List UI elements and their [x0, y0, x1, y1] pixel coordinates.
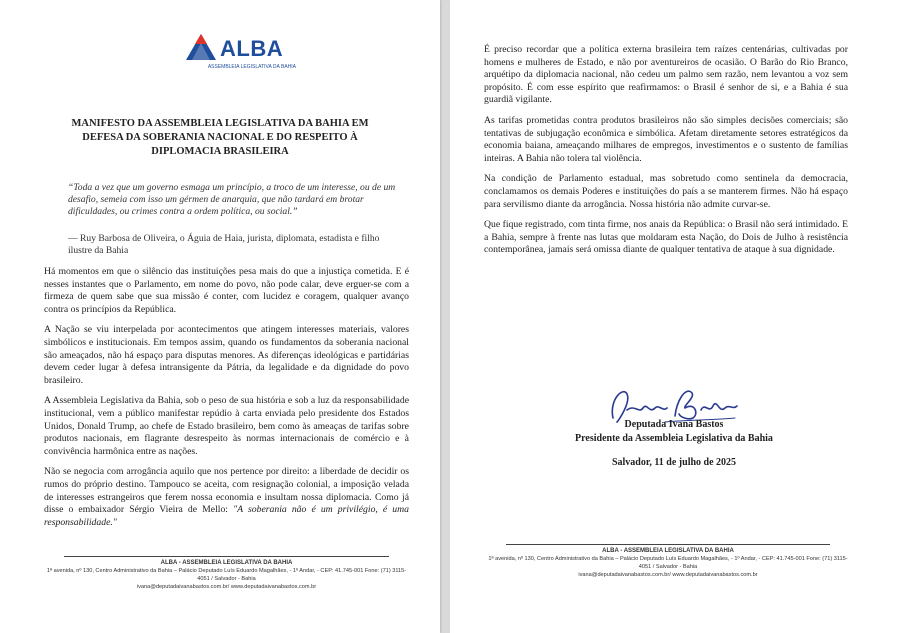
footer-contact: ivana@deputadaivanabastos.com.br/ www.deputadaivanabastos.com.br — [578, 572, 758, 578]
paragraph: As tarifas prometidas contra produtos brasileiros não são simples decisões comerciais; são tentativas de subjugação econômica e simbólica. Afetam diretamente setores estratégicos da economia baiana, ameaçando milhares de empregos, investimentos e o sustento de famílias inteiras. A Bahia não tolera tal violência. — [484, 114, 848, 164]
paragraph — [44, 466, 409, 529]
footer-title: ALBA - ASSEMBLEIA LEGISLATIVA DA BAHIA — [160, 560, 293, 566]
epigraph-attribution: — Ruy Barbosa de Oliveira, o Águia de Haia, jurista, diplomata, estadista e filho ilustre da Bahia — [68, 233, 380, 256]
paragraph: É preciso recordar que a política externa brasileira tem raízes centenárias, cultivadas por homens e mulheres de Estado, e não por aventureiros de ocasião. O Barão do Rio Branco, arquétipo da diplomacia nacional, não cedeu um palmo sem razão, nem levantou a voz sem propósito. É com esse espírito que reafirmamos: o Brasil é senhor de si, e a Bahia é sua guardiã vigilante. — [484, 44, 848, 106]
epigraph-quote: “Toda a vez que um governo esmaga um princípio, a troco de um interesse, ou de um desafio, semeia com isso um gérmen de anarquia, que não tardará em brotar dificuldades, ou crimes contra a ordem política, ou social.” — [68, 182, 396, 218]
footer-contact: ivana@deputadaivanabastos.com.br/ www.deputadaivanabastos.com.br — [136, 584, 317, 590]
document-title: MANIFESTO DA ASSEMBLEIA LEGISLATIVA DA BAHIA EM DEFESA DA SOBERANIA NACIONAL E DO RESPEITO À DIPLOMACIA BRASILEIRA — [71, 118, 369, 157]
body-text-right — [484, 44, 848, 265]
logo-name: ALBA — [220, 36, 284, 61]
paragraph: Que fique registrado, com tinta firme, nos anais da República: o Brasil não será intimidado. E a Bahia, sempre à frente nas lutas que moldaram esta Nação, do Dois de Julho à resistência contemporânea, jamais será omissa diante de qualquer tentativa de ataque à sua dignidade. — [484, 219, 848, 256]
logo-subtitle: ASSEMBLEIA LEGISLATIVA DA BAHIA — [207, 64, 296, 70]
signature-block — [524, 418, 824, 470]
footer-address: 1ª avenida, nº 130, Centro Administrativo da Bahia – Palácio Deputado Luís Eduardo Magalhães, - 1º Andar, - CEP: 41.745-001 Fone: (71) 3115-4051 / Salvador - Bahia — [46, 568, 407, 582]
footer-title: ALBA - ASSEMBLEIA LEGISLATIVA DA BAHIA — [602, 548, 734, 554]
paragraph: Na condição de Parlamento estadual, mas sobretudo como sentinela da democracia, conclamamos os demais Poderes e instituições do país a se manterem firmes. Não há espaço para servilismo diante da arrogância. Nossa história não admite curvar-se. — [484, 173, 848, 210]
signer-name: Deputada Ivana Bastos — [624, 419, 724, 430]
body-text-left — [44, 266, 409, 537]
signer-role: Presidente da Assembleia Legislativa da Bahia — [575, 433, 773, 444]
paragraph-lead: Não se negocia com arrogância aquilo que nos pertence por direito: a liberdade de decidir os rumos do próprio destino. Tampouco se aceita, com resignação colonial, a imposição velada de interesses estrangeiros que ferem nossa economia e insultam nossa diplomacia. Como já disse o embaixador Sérgio Vieira de Mello: — [44, 466, 409, 516]
page-right — [450, 0, 898, 633]
date-line: Salvador, 11 de julho de 2025 — [611, 457, 737, 468]
footer-left — [44, 556, 409, 591]
footer-divider — [64, 556, 389, 557]
paragraph: A Nação se viu interpelada por acontecimentos que atingem interesses materiais, valores simbólicos e institucionais. Em tempos assim, quando os fundamentos da soberania nacional são ameaçados, não há espaço para disputas menores. As diferenças ideológicas e partidárias devem ceder lugar à defesa intransigente da Pátria, da legalidade e da dignidade do povo brasileiro. — [44, 324, 409, 386]
footer-right — [486, 544, 850, 579]
page-left — [0, 0, 440, 633]
footer-address: 1ª avenida, nº 130, Centro Administrativo da Bahia – Palácio Deputado Luís Eduardo Magalhães, - 1º Andar, - CEP: 41.745-001 Fone: (71) 3115-4051 / Salvador - Bahia — [488, 556, 848, 570]
alba-logo — [186, 34, 296, 74]
vieira-de-mello-quote: "A soberania não é um privilégio, é uma responsabilidade." — [44, 504, 409, 528]
alba-logo-icon — [186, 34, 216, 60]
footer-divider — [506, 544, 830, 545]
paragraph: Há momentos em que o silêncio das instituições pesa mais do que a injustiça cometida. E é nesses instantes que o Parlamento, em nome do povo, não pode calar, deve erguer-se com a firmeza de quem sabe que sua missão é conter, com lucidez e coragem, qualquer avanço contra os princípios da República. — [44, 266, 409, 315]
paragraph: A Assembleia Legislativa da Bahia, sob o peso de sua história e sob a luz da responsabilidade institucional, vem a público manifestar repúdio à carta enviada pelo presidente dos Estados Unidos, Donald Trump, ao chefe de Estado brasileiro, bem como às ameaças de tarifas sobre produtos nacionais, em flagrante desrespeito às normas internacionais de comércio e à convivência harmônica entre as nações. — [44, 395, 409, 457]
